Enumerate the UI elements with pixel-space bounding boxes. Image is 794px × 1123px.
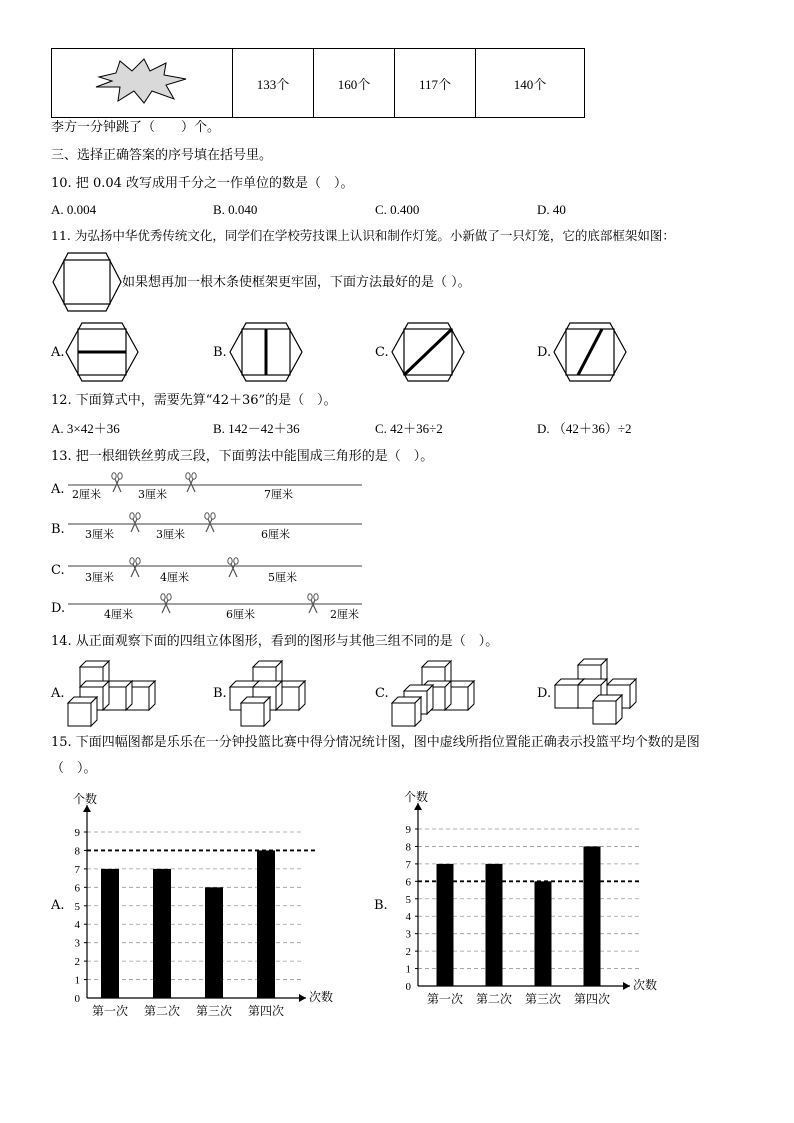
y-tick-label: 5 [405,893,411,906]
bar [584,846,601,986]
y-tick-label: 7 [405,858,411,871]
segment-length: 7厘米 [264,488,293,501]
scissors-icon [130,513,140,532]
x-tick-label: 第四次 [573,992,611,1006]
y-axis-arrow [414,803,422,810]
q15-stem-continued: （ ）。 [51,761,97,776]
explosion-image-cell [52,49,233,118]
segment-length: 3厘米 [85,571,114,584]
lantern-frame-figure [52,252,122,312]
option-cell: 140个 [476,49,585,118]
bar [205,887,223,998]
q11-option-b-figure [229,322,303,382]
y-axis-title: 个数 [73,792,98,806]
q11-option-d-figure [553,322,627,382]
q13-option-a-label: A. [51,482,65,497]
q11-option-d-label: D. [537,345,552,360]
bar [437,864,454,986]
x-tick-label: 第四次 [247,1004,285,1018]
q15-stem: 15. 下面四幅图都是乐乐在一分钟投篮比赛中得分情况统计图，图中虚线所指位置能正确表示投篮平均个数的是图 [51,735,700,750]
q9-answer-line: 李方一分钟跳了（ ）个。 [51,120,221,135]
y-tick-label: 7 [74,863,80,876]
y-tick-label: 1 [405,963,411,976]
y-tick-label: 6 [405,876,411,889]
q10-option-d: D. 40 [537,202,566,217]
q10-option-c: C. 0.400 [375,202,420,217]
y-tick-label: 0 [74,993,80,1005]
q14-option-b-cubes [228,658,324,726]
x-axis-title: 次数 [633,978,658,992]
x-axis-arrow [623,982,630,990]
q13-option-b-wire [68,512,364,544]
scissors-icon [161,594,171,613]
segment-length: 3厘米 [138,488,167,501]
q14-option-b-label: B. [213,686,227,701]
segment-length: 3厘米 [156,528,185,541]
scissors-icon [308,594,318,613]
bar-chart-b [392,783,672,1013]
q13-option-a-wire [68,472,364,504]
q11-option-b-label: B. [213,345,227,360]
q14-option-c-label: C. [375,686,389,701]
y-axis-title: 个数 [404,790,429,804]
bar-chart-a [60,783,360,1028]
x-axis-arrow [299,994,306,1002]
scissors-icon [205,513,215,532]
q12-option-c: C. 42＋36÷2 [375,421,443,436]
segment-length: 4厘米 [104,608,133,621]
answer-options-table [51,48,585,118]
bar [486,864,503,986]
q12-option-d: D. （42＋36）÷2 [537,421,632,436]
y-axis-arrow [83,805,91,812]
y-tick-label: 9 [74,827,80,839]
q11-option-c-figure [391,322,465,382]
q10-stem: 10. 把 0.04 改写成用千分之一作单位的数是（ ）。 [51,176,354,191]
y-tick-label: 8 [74,845,80,858]
q11-option-a-label: A. [51,345,65,360]
q14-option-c-cubes [390,658,486,726]
bar [257,850,275,998]
x-tick-label: 第一次 [426,992,464,1006]
q10-option-b: B. 0.040 [213,202,258,217]
y-tick-label: 1 [74,974,80,987]
x-tick-label: 第三次 [524,992,562,1006]
q11-stem: 11. 为弘扬中华优秀传统文化，同学们在学校劳技课上认识和制作灯笼。小新做了一只灯笼，它的底部框架如图： [51,228,675,243]
q14-stem: 14. 从正面观察下面的四组立体图形，看到的图形与其他三组不同的是（ ）。 [51,634,499,649]
y-tick-label: 3 [74,937,80,950]
segment-length: 5厘米 [268,571,297,584]
y-tick-label: 8 [405,841,411,854]
chart-a-label: A. [51,898,65,913]
q13-option-c-label: C. [51,563,65,578]
segment-length: 6厘米 [226,608,255,621]
segment-length: 6厘米 [261,528,290,541]
q10-option-a: A. 0.004 [51,202,97,217]
segment-length: 2厘米 [72,488,101,501]
x-tick-label: 第二次 [475,992,513,1006]
x-axis-title: 次数 [309,990,334,1004]
segment-length: 4厘米 [160,571,189,584]
y-tick-label: 3 [405,928,411,941]
x-tick-label: 第三次 [195,1004,233,1018]
chart-b-label: B. [374,898,388,913]
q11-option-a-figure [65,322,139,382]
q14-option-d-cubes [553,656,649,726]
explosion-icon [94,57,190,105]
q11-stem-continued: 如果想再加一根木条使框架更牢固，下面方法最好的是（ ）。 [122,275,471,290]
segment-length: 2厘米 [330,608,359,621]
q13-stem: 13. 把一根细铁丝剪成三段，下面剪法中能围成三角形的是（ ）。 [51,449,434,464]
scissors-icon [186,473,196,492]
option-cell: 160个 [314,49,395,118]
segment-length: 3厘米 [85,528,114,541]
y-tick-label: 6 [74,882,80,895]
option-cell: 117个 [395,49,476,118]
y-tick-label: 9 [405,824,411,836]
q14-option-a-label: A. [51,686,65,701]
q13-option-d-wire [68,592,364,624]
q14-option-a-cubes [66,658,162,726]
q12-stem: 12. 下面算式中，需要先算“42＋36”的是（ ）。 [51,393,337,408]
y-tick-label: 0 [405,981,411,993]
q12-option-a: A. 3×42＋36 [51,421,120,436]
x-tick-label: 第二次 [143,1004,181,1018]
q11-option-c-label: C. [375,345,389,360]
q13-option-c-wire [68,555,364,587]
scissors-icon [112,473,122,492]
q12-option-b: B. 142－42＋36 [213,421,300,436]
q13-option-d-label: D. [51,601,66,616]
x-tick-label: 第一次 [91,1004,129,1018]
y-tick-label: 4 [405,911,411,924]
y-tick-label: 2 [405,946,411,959]
bar [153,869,171,998]
option-cell: 133个 [233,49,314,118]
scissors-icon [228,558,238,577]
scissors-icon [130,558,140,577]
q13-option-b-label: B. [51,522,65,537]
y-tick-label: 5 [74,900,80,913]
section-title: 三、选择正确答案的序号填在括号里。 [51,148,273,163]
y-tick-label: 4 [74,919,80,932]
y-tick-label: 2 [74,956,80,969]
bar [535,881,552,986]
bar [101,869,119,998]
q14-option-d-label: D. [537,686,552,701]
